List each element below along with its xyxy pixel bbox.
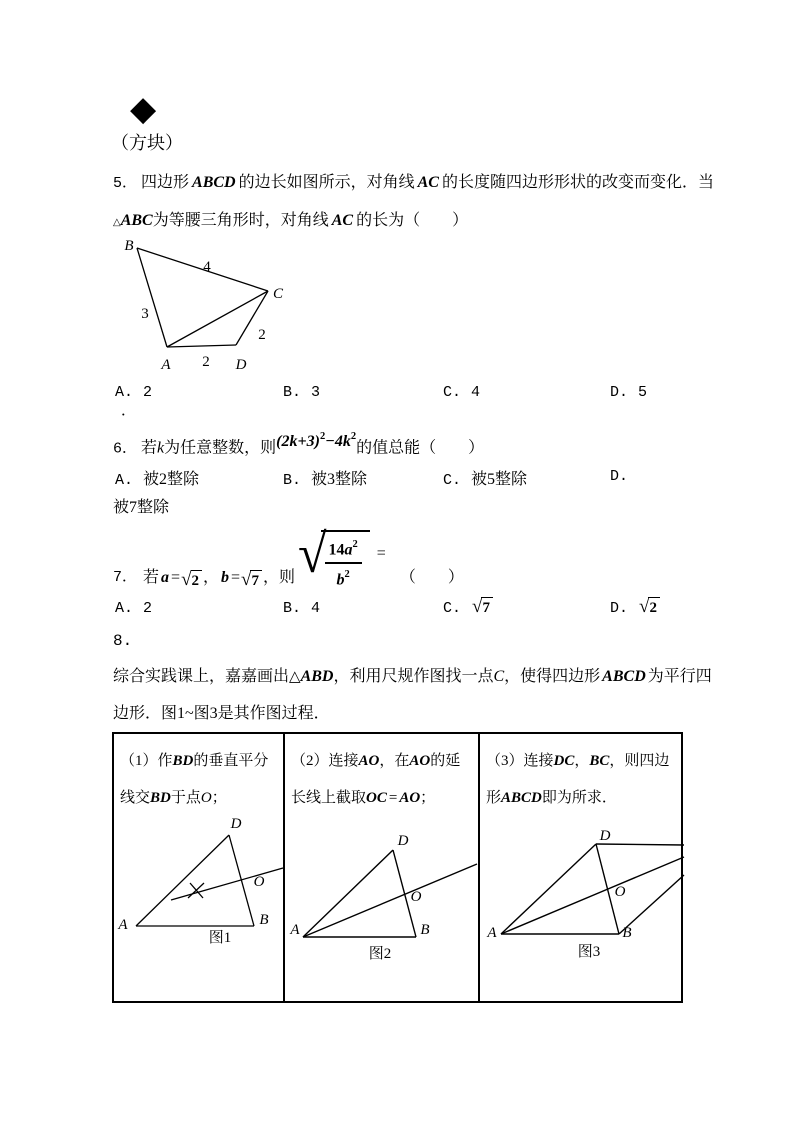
construction-step-2-cell xyxy=(283,734,478,1001)
num-variable: a xyxy=(344,541,353,559)
q7-option-b xyxy=(283,600,320,617)
construction-table xyxy=(112,732,683,1003)
vertex-label-A: A xyxy=(487,925,497,941)
formula-exponent: 2 xyxy=(319,431,326,442)
option-value: 被2整除 xyxy=(143,471,200,488)
q5-math-ac2: AC xyxy=(331,212,354,229)
sqrt-option xyxy=(639,597,660,616)
q7-var-b: b xyxy=(221,569,230,586)
q5-math-ac: AC xyxy=(417,174,439,191)
option-letter: B. xyxy=(283,384,302,401)
vertex-label-D: D xyxy=(397,833,409,849)
q7-comma: ， xyxy=(203,569,220,586)
option-value: 2 xyxy=(143,384,153,401)
q8-line2: 边形．图1~图3是其作图过程． xyxy=(113,705,330,722)
num-coefficient: 14 xyxy=(328,541,345,559)
option-value: 被3整除 xyxy=(311,471,368,488)
sqrt-7 xyxy=(241,570,262,589)
q7-option-d xyxy=(610,596,661,617)
edge-AD xyxy=(303,850,393,937)
radical-icon: √ xyxy=(472,596,483,617)
option-letter: A. xyxy=(115,384,134,401)
option-letter: A. xyxy=(115,472,134,489)
q6-text: 若 xyxy=(141,439,158,457)
q5-stray-dot: ． xyxy=(121,403,137,420)
equals-sign: = xyxy=(376,545,386,562)
step-text: （3）连接 xyxy=(486,753,554,769)
option-letter: A. xyxy=(115,600,134,617)
q8-text: 综合实践课上，嘉嘉画出 xyxy=(113,668,290,685)
diagonal-AC xyxy=(501,857,684,934)
vertex-label-B: B xyxy=(420,922,430,938)
q5-option-d xyxy=(610,384,647,401)
step-text: 的延长线上截取 xyxy=(291,753,461,806)
edge-AB xyxy=(137,248,167,347)
q5-option-b xyxy=(283,384,320,401)
step2-text xyxy=(291,743,474,817)
option-value: 2 xyxy=(143,600,153,617)
equals-sign: = xyxy=(231,569,241,586)
triangle-icon: △ xyxy=(113,217,121,228)
radical-icon: √ xyxy=(639,596,650,617)
q6-option-c xyxy=(443,468,527,492)
vertex-label-A: A xyxy=(118,917,128,933)
radical-icon: √ xyxy=(298,524,327,585)
triangle-icon: △ xyxy=(289,669,301,685)
step-text: ，在 xyxy=(379,753,410,769)
q7-line xyxy=(113,524,464,590)
step-text: ， xyxy=(574,753,590,769)
formula-exponent: 2 xyxy=(350,431,357,442)
figure-3 xyxy=(480,824,685,964)
q6-option-d xyxy=(610,468,638,485)
step-text: （2）连接 xyxy=(291,753,359,769)
q8-number: 8. xyxy=(113,632,133,650)
step-text: ； xyxy=(420,790,436,806)
diamond-icon: ◆ xyxy=(130,89,157,129)
option-letter: B. xyxy=(283,600,302,617)
q7-number: 7． xyxy=(113,569,138,586)
vertex-label-D: D xyxy=(235,357,247,373)
point-label-O: O xyxy=(253,874,265,890)
edge-AD xyxy=(136,835,229,926)
side-length-CD: 2 xyxy=(258,327,266,343)
option-letter: D. xyxy=(610,384,629,401)
option-letter: B. xyxy=(283,472,302,489)
side-length-AD: 2 xyxy=(202,354,210,370)
radicand: 7 xyxy=(481,597,493,616)
vertex-label-A: A xyxy=(161,357,171,373)
q6-number: 6． xyxy=(113,440,138,458)
math-bd: BD xyxy=(172,753,194,769)
edge-AD xyxy=(167,345,236,347)
side-length-BC: 4 xyxy=(203,259,211,275)
construction-step-3-cell xyxy=(478,734,681,1001)
point-label-O: O xyxy=(614,884,626,900)
option-letter: D. xyxy=(610,600,629,617)
q5-text: 的长为（ ） xyxy=(356,212,469,229)
vertex-label-B: B xyxy=(259,912,269,928)
num-exponent: 2 xyxy=(352,539,358,551)
vertex-label-B: B xyxy=(622,925,632,941)
q5-text: 为等腰三角形时，对角线 xyxy=(152,212,329,229)
formula-part: −4k xyxy=(325,433,351,451)
step-text: ； xyxy=(211,790,227,806)
q6-formula xyxy=(276,433,356,450)
radical-icon: √ xyxy=(181,569,192,590)
option-letter: C. xyxy=(443,472,462,489)
q5-quadrilateral-figure xyxy=(112,228,288,378)
q8-text: ，使得四边形 xyxy=(504,668,601,685)
q7-answer-paren: （ ） xyxy=(399,569,464,586)
q7-text: ，则 xyxy=(262,569,295,586)
q8-math-abd: ABD xyxy=(300,668,334,685)
radicand: 2 xyxy=(191,570,203,589)
equals-sign: = xyxy=(171,569,181,586)
fraction xyxy=(325,536,362,589)
big-radical-fraction xyxy=(298,524,370,589)
q5-text: 的边长如图所示，对角线 xyxy=(238,174,415,191)
math-abcd: ABCD xyxy=(501,790,542,806)
figure-3-caption: 图3 xyxy=(577,944,601,960)
point-label-O: O xyxy=(410,889,422,905)
math-ao: AO xyxy=(409,753,431,769)
option-letter: C. xyxy=(443,600,462,617)
q6-option-b xyxy=(283,468,367,492)
diagonal-AC xyxy=(167,291,268,347)
step1-text xyxy=(120,743,279,817)
q7-option-c xyxy=(443,596,494,617)
vertex-label-C: C xyxy=(272,286,284,302)
q8-text: 为平行四 xyxy=(647,668,712,685)
math-ao: AO xyxy=(399,790,421,806)
step-text: 即为所求． xyxy=(541,790,617,806)
option-value: 4 xyxy=(311,600,321,617)
q7-var-a: a xyxy=(161,569,170,586)
den-exponent: 2 xyxy=(344,568,350,580)
q6-var-k: k xyxy=(157,439,165,457)
q8-line1 xyxy=(113,665,712,689)
q5-option-c xyxy=(443,384,480,401)
option-letter: C. xyxy=(443,384,462,401)
formula-part: (2k+3) xyxy=(276,433,320,451)
option-value: 被5整除 xyxy=(471,471,528,488)
step-text: 的垂直平分线交 xyxy=(120,753,269,806)
perpendicular-bisector xyxy=(171,868,283,900)
figure-2-caption: 图2 xyxy=(368,946,392,962)
var-o: O xyxy=(200,790,212,806)
q5-text: 四边形 xyxy=(141,174,190,191)
math-ao: AO xyxy=(358,753,380,769)
q6-option-d-continuation: 被7整除 xyxy=(113,499,170,516)
equals-sign: = xyxy=(388,790,398,806)
q7-text: 若 xyxy=(143,569,160,586)
q5-text: 的长度随四边形形状的改变而变化．当 xyxy=(441,174,714,191)
q5-line1 xyxy=(113,171,714,196)
option-letter: D. xyxy=(610,468,629,485)
side-length-AB: 3 xyxy=(141,306,149,322)
math-bd: BD xyxy=(150,790,171,806)
edge-AD xyxy=(501,844,596,934)
step-text: 于点 xyxy=(170,790,201,806)
q6-option-a xyxy=(115,468,199,492)
figure-1-caption: 图1 xyxy=(208,930,232,946)
fraction-numerator xyxy=(327,536,360,561)
math-bc: BC xyxy=(589,753,610,769)
q5-math-abcd: ABCD xyxy=(192,174,236,191)
fraction-denominator xyxy=(325,562,362,589)
diamond-caption: （方块） xyxy=(111,133,183,153)
sqrt-2 xyxy=(181,570,202,589)
q7-option-a xyxy=(115,600,152,617)
vertex-label-D: D xyxy=(230,816,242,832)
step3-text xyxy=(486,743,677,817)
q5-number: 5． xyxy=(113,175,138,192)
q8-math-abcd: ABCD xyxy=(602,668,646,685)
math-dc: DC xyxy=(553,753,575,769)
q5-math-abc: ABC xyxy=(120,212,153,229)
vertex-label-D: D xyxy=(599,828,611,844)
q6-line xyxy=(113,432,484,461)
q6-text: 的值总能（ ） xyxy=(356,439,485,457)
q8-var-c: C xyxy=(493,668,505,685)
sqrt-option xyxy=(472,597,493,616)
vertex-label-B: B xyxy=(124,238,134,254)
option-value: 3 xyxy=(311,384,321,401)
radical-icon: √ xyxy=(241,569,252,590)
radicand: 2 xyxy=(648,597,660,616)
step-text: ，则四边形 xyxy=(486,753,670,806)
option-value: 5 xyxy=(638,384,648,401)
option-value: 4 xyxy=(471,384,481,401)
figure-2 xyxy=(285,829,479,963)
q6-text: 为任意整数，则 xyxy=(164,439,277,457)
q8-text: ，利用尺规作图找一点 xyxy=(333,668,494,685)
vertex-label-A: A xyxy=(290,922,300,938)
construction-step-1-cell xyxy=(114,734,283,1001)
math-oc: OC xyxy=(366,790,387,806)
radicand: 7 xyxy=(250,570,262,589)
figure-1 xyxy=(115,812,284,948)
den-variable: b xyxy=(336,571,345,588)
ray-AO-extended xyxy=(303,864,477,937)
step-text: （1）作 xyxy=(120,753,173,769)
edge-DC xyxy=(596,844,684,845)
